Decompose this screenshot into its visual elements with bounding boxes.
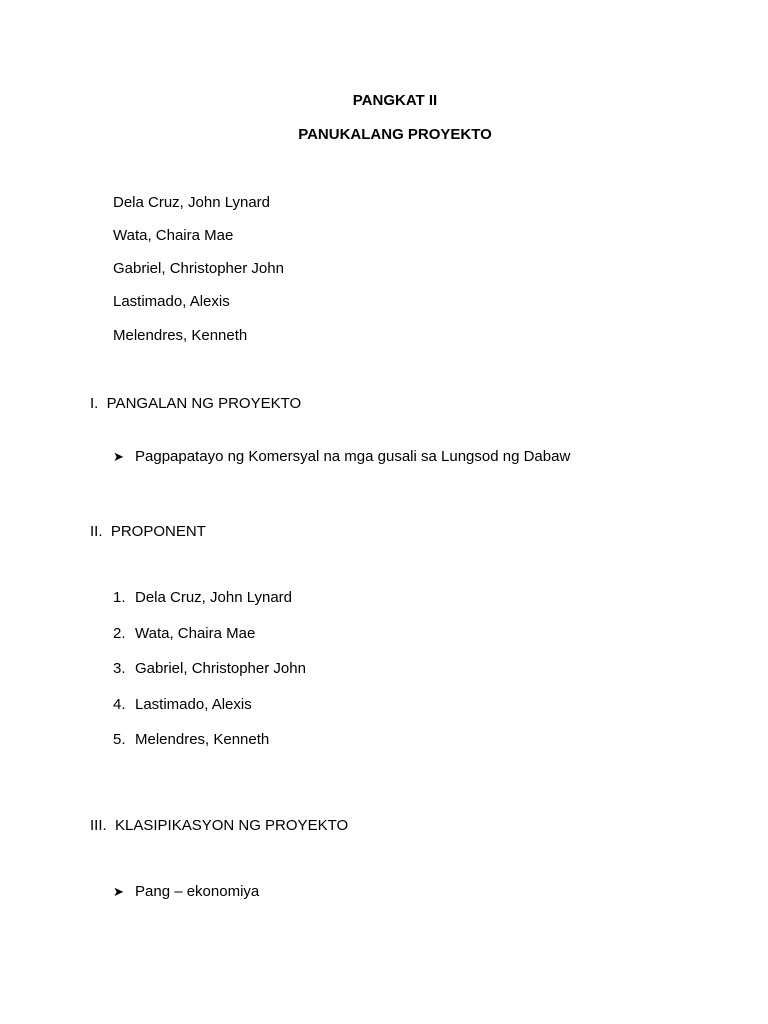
list-text: Dela Cruz, John Lynard [135,589,293,606]
list-item [113,731,269,749]
arrowhead-bullet-icon: ➤ [113,884,124,899]
document-title: PANUKALANG PROYEKTO [298,126,492,143]
list-number: 3. [113,660,126,677]
list-item [113,625,255,643]
list-text: Wata, Chaira Mae [135,625,256,642]
list-number: 1. [113,589,126,606]
group-title: PANGKAT II [352,92,438,109]
bullet-text: Pagpapatayo ng Komersyal na mga gusali sa Lungsod ng Dabaw [135,448,571,465]
section-heading-3: III. KLASIPIKASYON NG PROYEKTO [90,817,349,834]
bullet-item [113,448,570,466]
list-item [113,696,252,714]
list-item [113,589,292,607]
member-name: Melendres, Kenneth [113,327,248,344]
member-name: Lastimado, Alexis [113,293,230,310]
section-heading-1: I. PANGALAN NG PROYEKTO [90,395,302,412]
list-number: 5. [113,731,126,748]
list-number: 2. [113,625,126,642]
section-heading-2: II. PROPONENT [90,523,206,540]
list-item [113,660,306,678]
list-number: 4. [113,696,126,713]
list-text: Lastimado, Alexis [135,696,252,713]
list-text: Melendres, Kenneth [135,731,270,748]
bullet-item [113,883,259,901]
bullet-text: Pang – ekonomiya [135,883,260,900]
list-text: Gabriel, Christopher John [135,660,306,677]
arrowhead-bullet-icon: ➤ [113,449,124,464]
member-name: Dela Cruz, John Lynard [113,194,271,211]
member-name: Wata, Chaira Mae [113,227,234,244]
member-name: Gabriel, Christopher John [113,260,284,277]
